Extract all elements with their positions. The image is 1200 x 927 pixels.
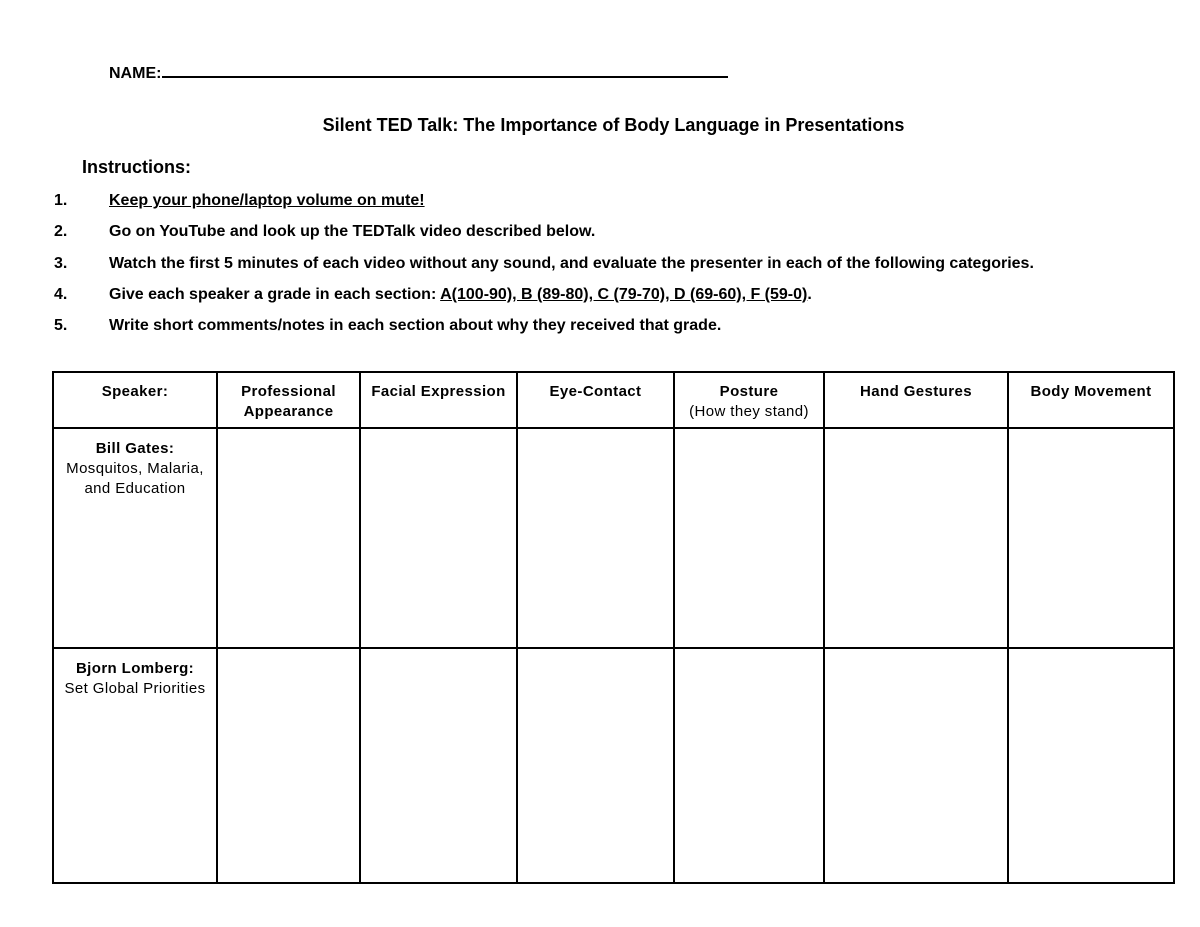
instruction-step-4 [54, 286, 1034, 317]
step-text: Go on YouTube and look up the TEDTalk video described below. [109, 223, 596, 241]
posture-label: Posture [719, 383, 779, 400]
step-number: 2. [54, 223, 68, 241]
grade-cell-body-movement[interactable] [1008, 428, 1174, 648]
instruction-step-3 [54, 255, 1034, 286]
table-row [53, 648, 1174, 883]
instruction-step-1 [54, 192, 1034, 223]
grade-cell-hand-gestures[interactable] [824, 648, 1008, 883]
grade-scale: A(100-90), B (89-80), C (79-70), D (69-60), F (59-0) [440, 285, 808, 303]
instruction-step-2 [54, 223, 1034, 254]
grade-cell-professional-appearance[interactable] [217, 648, 360, 883]
step-text [109, 286, 812, 317]
talk-title: Set Global Priorities [64, 680, 206, 697]
table-row [53, 428, 1174, 648]
grade-cell-body-movement[interactable] [1008, 648, 1174, 883]
grade-cell-professional-appearance[interactable] [217, 428, 360, 648]
grade-cell-posture[interactable] [674, 428, 824, 648]
column-header-speaker: Speaker: [53, 372, 217, 428]
column-header-body-movement: Body Movement [1008, 372, 1174, 428]
column-header-facial-expression: Facial Expression [360, 372, 517, 428]
step-text: Keep your phone/laptop volume on mute! [109, 192, 425, 209]
name-blank-line[interactable] [162, 62, 728, 78]
step-text: Watch the first 5 minutes of each video without any sound, and evaluate the presenter in each of the following categories. [109, 254, 1034, 272]
speaker-name: Bill Gates: [95, 440, 175, 457]
column-header-eye-contact: Eye-Contact [517, 372, 674, 428]
step-number: 4. [54, 285, 68, 303]
grade-cell-facial-expression[interactable] [360, 648, 517, 883]
name-label: NAME: [109, 65, 162, 82]
grade-cell-eye-contact[interactable] [517, 428, 674, 648]
talk-title: Mosquitos, Malaria, and Education [66, 460, 204, 497]
step-number: 3. [54, 254, 68, 272]
column-header-hand-gestures: Hand Gestures [824, 372, 1008, 428]
grade-cell-hand-gestures[interactable] [824, 428, 1008, 648]
evaluation-table [52, 371, 1175, 884]
column-header-posture [674, 372, 824, 428]
column-header-professional-appearance: Professional Appearance [217, 372, 360, 428]
grade-cell-facial-expression[interactable] [360, 428, 517, 648]
instructions-heading: Instructions: [82, 157, 192, 177]
grade-cell-eye-contact[interactable] [517, 648, 674, 883]
grade-cell-posture[interactable] [674, 648, 824, 883]
step-text-end: . [807, 285, 812, 303]
instruction-step-5 [54, 317, 1034, 348]
step-number: 5. [54, 317, 68, 335]
step-number: 1. [54, 192, 68, 209]
speaker-cell [53, 648, 217, 883]
posture-sublabel: (How they stand) [689, 403, 809, 420]
step-text-lead: Give each speaker a grade in each section: [109, 285, 441, 303]
step-text: Write short comments/notes in each section about why they received that grade. [109, 317, 722, 335]
table-header-row [53, 372, 1174, 428]
instruction-list [54, 192, 1034, 348]
name-field[interactable] [109, 62, 728, 83]
speaker-cell [53, 428, 217, 648]
page-title: Silent TED Talk: The Importance of Body Language in Presentations [322, 115, 905, 135]
speaker-name: Bjorn Lomberg: [75, 660, 195, 677]
